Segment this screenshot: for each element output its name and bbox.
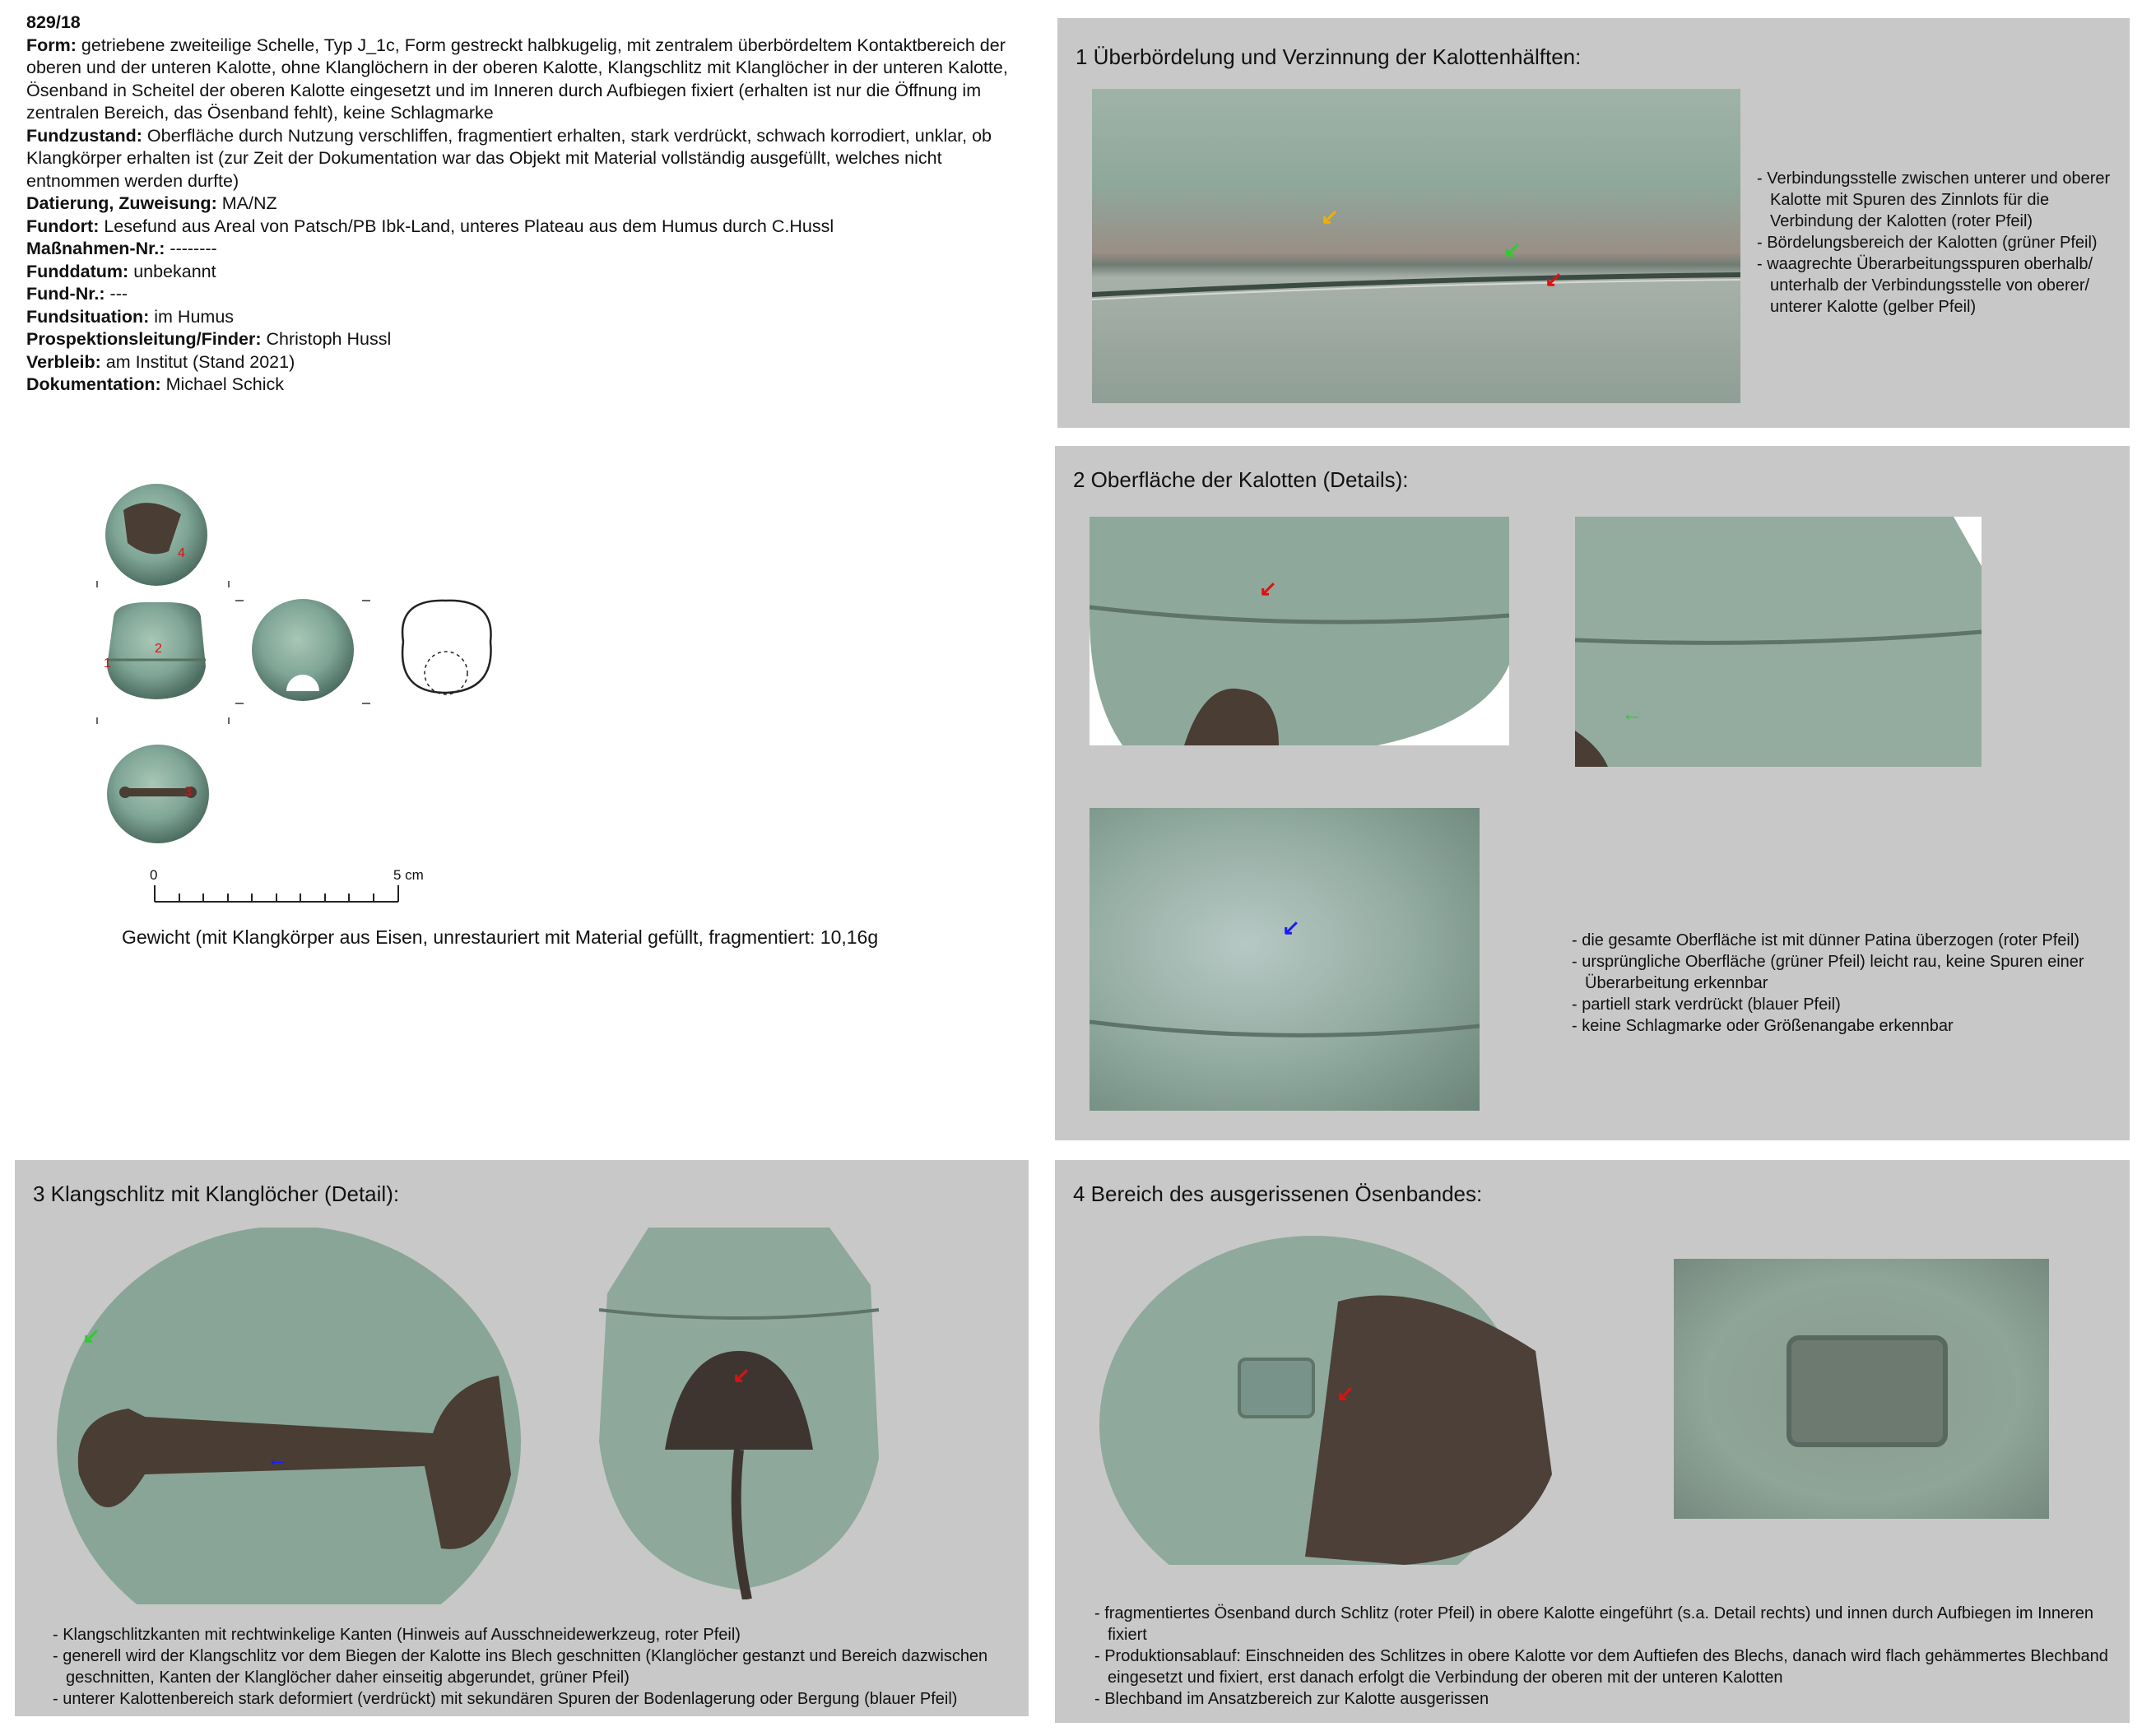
field-label: Maßnahmen-Nr.: — [26, 239, 165, 258]
panel-2 — [1055, 446, 2130, 1140]
eyelet-detail-shape — [1674, 1259, 2049, 1519]
seam-lines — [1092, 89, 1740, 403]
panel-1-title: 1 Überbördelung und Verzinnung der Kalottenhälften: — [1076, 44, 1582, 69]
note-item: - Verbindungsstelle zwischen unterer und oberer Kalotte mit Spuren des Zinnlots für die Verbindung der Kalotten (roter Pfeil) — [1757, 169, 2111, 230]
field-value: Oberfläche durch Nutzung verschliffen, fragmentiert erhalten, stark verdrückt, schwach korrodiert, unklar, ob Klangkörper erhalten ist (zur Zeit der Dokumentation war das Objekt mit Material vollständig ausgefüllt, welches nicht entnommen werden durfte) — [26, 125, 992, 191]
view-number: 1 — [104, 657, 111, 671]
bottom-view — [107, 745, 209, 843]
scale-bar — [155, 885, 398, 902]
field-dokumentation — [26, 374, 1030, 397]
eyelet-area-shape — [1091, 1228, 1562, 1565]
field-label: Fundsituation: — [26, 306, 150, 327]
detail-b-shape — [1575, 517, 1982, 767]
field-fundort — [26, 216, 1030, 239]
photo-detail-c — [1090, 808, 1480, 1111]
weight-note: Gewicht (mit Klangkörper aus Eisen, unrestauriert mit Material gefüllt, fragmentiert: 10,16g — [122, 926, 879, 948]
field-value: im Humus — [154, 306, 235, 327]
field-label: Verbleib: — [26, 351, 101, 372]
note-item: - Klangschlitzkanten mit rechtwinkelige Kanten (Hinweis auf Ausschneidewerkzeug, roter Pfeil) — [53, 1626, 741, 1644]
field-funddatum — [26, 261, 1030, 284]
photo-detail-a — [1090, 517, 1509, 745]
arrow-red-icon: ↙ — [732, 1362, 750, 1387]
field-value: Lesefund aus Areal von Patsch/PB Ibk-Land, unteres Plateau aus dem Humus durch C.Hussl — [104, 216, 834, 236]
note-item: - generell wird der Klangschlitz vor dem Biegen der Kalotte ins Blech geschnitten (Klanglöcher gestanzt und Bereich dazwischen geschnitten, Kanten der Klanglöcher daher einseitig abgerundet, grüner Pfeil) — [53, 1647, 988, 1687]
arrow-green-icon: ↙ — [1503, 237, 1522, 262]
panel-3 — [15, 1160, 1029, 1716]
field-form — [26, 35, 1030, 125]
record-info — [26, 12, 1030, 397]
arrow-blue-icon: ← — [267, 1446, 288, 1471]
view-number: 3 — [184, 785, 192, 799]
note-item: - Bördelungsbereich der Kalotten (grüner Pfeil) — [1757, 234, 2098, 252]
field-label: Form: — [26, 35, 77, 55]
section-drawing — [402, 601, 490, 694]
note-item: - keine Schlagmarke oder Größenangabe erkennbar — [1572, 1017, 1954, 1035]
scale-end: 5 cm — [393, 867, 424, 883]
view-number: 2 — [155, 642, 162, 656]
object-views — [91, 477, 551, 905]
field-fundsituation — [26, 306, 1030, 329]
photo-eyelet-area — [1091, 1228, 1562, 1565]
note-item: - partiell stark verdrückt (blauer Pfeil) — [1572, 996, 1841, 1014]
photo-seam — [1092, 89, 1740, 403]
arrow-blue-icon: ↙ — [1282, 915, 1300, 940]
top-view — [105, 484, 207, 586]
photo-eyelet-detail — [1674, 1259, 2049, 1519]
view-number: 4 — [178, 546, 185, 560]
note-item: - ursprüngliche Oberfläche (grüner Pfeil) leicht rau, keine Spuren einer Überarbeitung erkennbar — [1572, 953, 2084, 992]
panel-2-title: 2 Oberfläche der Kalotten (Details): — [1073, 467, 1409, 492]
field-value: getriebene zweiteilige Schelle, Typ J_1c, Form gestreckt halbkugelig, mit zentralem überbördeltem Kontaktbereich der oberen und der unteren Kalotte, ohne Klanglöchern in der oberen Kalotte, Klangschlitz mit Klanglöcher in der unteren Kalotte, Ösenband in Scheitel der oberen Kalotte eingesetzt und im Inneren durch Aufbiegen fixiert (erhalten ist nur die Öffnung im zentralen Bereich, das Ösenband fehlt), keine Schlagmarke — [26, 35, 1008, 123]
field-label: Datierung, Zuweisung: — [26, 193, 217, 213]
note-item: - unterer Kalottenbereich stark deformiert (verdrückt) mit sekundären Spuren der Bodenlagerung oder Bergung (blauer Pfeil) — [53, 1690, 958, 1708]
field-massnahmen — [26, 238, 1030, 261]
field-label: Fundort: — [26, 216, 100, 236]
field-label: Prospektionsleitung/Finder: — [26, 329, 262, 349]
object-views-drawing — [91, 477, 551, 905]
field-label: Fund-Nr.: — [26, 284, 105, 304]
photo-detail-b — [1575, 517, 1982, 767]
field-value: -------- — [170, 239, 217, 258]
arrow-red-icon: ↙ — [1545, 267, 1563, 291]
panel-4-title: 4 Bereich des ausgerissenen Ösenbandes: — [1073, 1181, 1483, 1206]
front-view — [252, 599, 354, 701]
field-label: Dokumentation: — [26, 374, 161, 394]
note-item: - waagrechte Überarbeitungsspuren oberhalb/ unterhalb der Verbindungsstelle von oberer/ unterer Kalotte (gelber Pfeil) — [1757, 255, 2093, 316]
panel-3-title: 3 Klangschlitz mit Klanglöcher (Detail): — [33, 1181, 400, 1206]
field-fundzustand — [26, 125, 1030, 193]
note-item: - die gesamte Oberfläche ist mit dünner Patina überzogen (roter Pfeil) — [1572, 931, 2079, 949]
slot-bottom-shape — [54, 1228, 523, 1604]
field-value: Christoph Hussl — [266, 329, 392, 349]
arrow-red-icon: ↙ — [1259, 576, 1277, 601]
field-verbleib — [26, 351, 1030, 374]
arrow-yellow-icon: ↙ — [1321, 204, 1339, 229]
field-value: MA/NZ — [221, 193, 277, 213]
arrow-red-icon: ↙ — [1336, 1381, 1354, 1405]
panel-3-notes — [53, 1624, 1015, 1710]
field-finder — [26, 328, 1030, 351]
field-datierung — [26, 193, 1030, 216]
field-value: Michael Schick — [165, 374, 285, 394]
photo-slot-bottom — [54, 1228, 523, 1604]
note-item: - fragmentiertes Ösenband durch Schlitz (roter Pfeil) in obere Kalotte eingeführt (s.a. Detail rechts) und innen durch Aufbiegen im Inneren fixiert — [1094, 1604, 2093, 1644]
panel-4 — [1055, 1160, 2130, 1723]
field-value: --- — [109, 284, 128, 304]
record-id: 829/18 — [26, 12, 81, 32]
arrow-green-icon: ↙ — [82, 1323, 100, 1348]
arrow-green-icon: ← — [1621, 701, 1643, 726]
field-label: Fundzustand: — [26, 125, 142, 146]
slot-side-shape — [591, 1228, 887, 1599]
panel-1-notes — [1757, 168, 2119, 318]
detail-a-shape — [1090, 517, 1509, 745]
panel-1 — [1057, 18, 2130, 428]
photo-slot-side — [591, 1228, 887, 1599]
field-fundnr — [26, 283, 1030, 306]
note-item: - Blechband im Ansatzbereich zur Kalotte ausgerissen — [1094, 1690, 1489, 1708]
field-label: Funddatum: — [26, 261, 129, 281]
scale-start: 0 — [150, 867, 158, 883]
panel-2-notes — [1572, 930, 2107, 1037]
detail-c-shape — [1090, 808, 1480, 1111]
field-value: am Institut (Stand 2021) — [105, 351, 295, 372]
field-value: unbekannt — [133, 261, 216, 281]
note-item: - Produktionsablauf: Einschneiden des Schlitzes in obere Kalotte vor dem Auftiefen des Blechs, danach wird flach gehämmertes Blechband eingesetzt und fixiert, erst danach erfolgt die Verbindung der oberen mit der unteren Kalotten — [1094, 1647, 2108, 1687]
panel-4-notes — [1094, 1603, 2115, 1710]
